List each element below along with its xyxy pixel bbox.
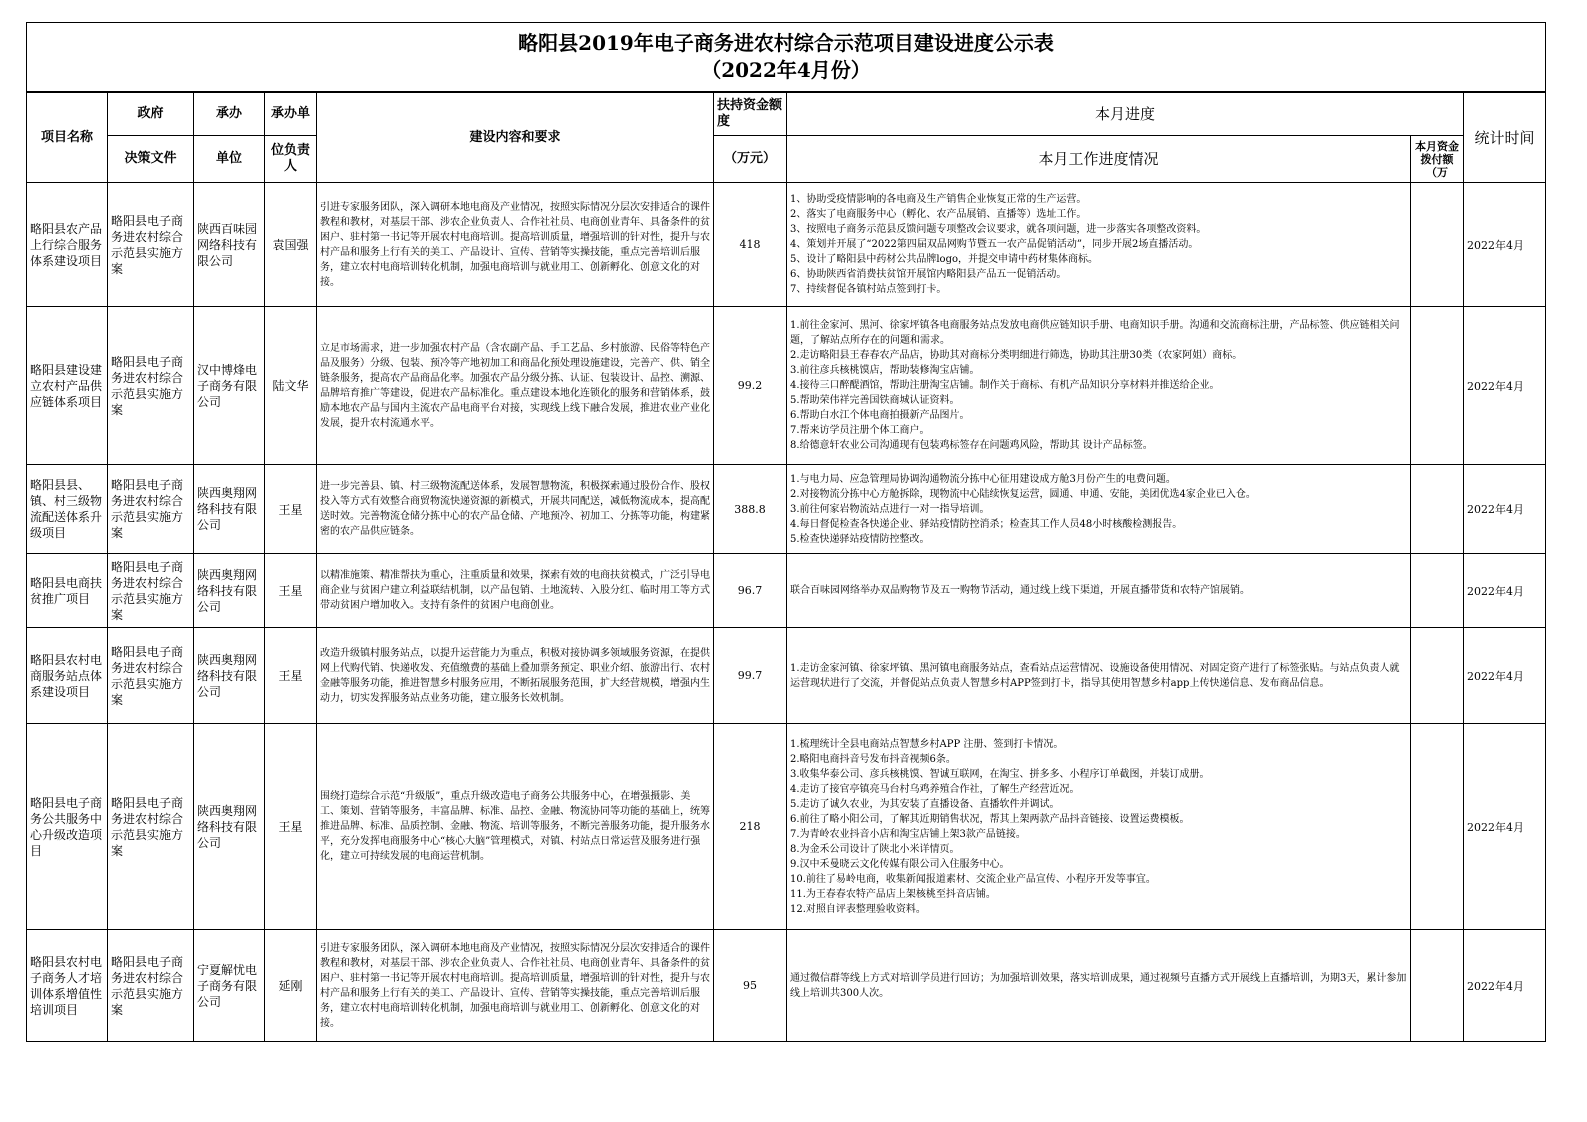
table-row (27, 628, 1546, 724)
stat-time-cell: 2022年4月 (1464, 554, 1546, 628)
progress-item: 9.汉中禾曼晓云文化传媒有限公司入住服务中心。 (790, 858, 1010, 870)
unit-cell: 陕西奥翔网络科技有限公司 (194, 554, 265, 628)
title-line1: 略阳县2019年电子商务进农村综合示范项目建设进度公示表 (518, 31, 1054, 55)
title-line2: （2022年4月份） (701, 58, 871, 82)
decision-doc-cell: 略阳县电子商务进农村综合示范县实施方案 (108, 307, 194, 465)
progress-cell (787, 930, 1411, 1042)
decision-doc-cell: 略阳县电子商务进农村综合示范县实施方案 (108, 465, 194, 554)
content-cell: 改造升级镇村服务站点，以提升运营能力为重点，积极对接协调多领域服务资源，在提供网上代购代销、快递收发、充值缴费的基础上叠加票务预定、职业介绍、旅游出行、农村金融等服务功能，推进智慧乡村服务应用，不断拓展服务范围，扩大经营规模，增强内生动力，切实发挥服务站点业务功能，建立服务长效机制。 (317, 628, 714, 724)
header-fund-bottom: （万元） (714, 136, 787, 183)
progress-item: 1.走访金家河镇、徐家坪镇、黑河镇电商服务站点，查看站点运营情况、设施设备使用情况、对固定资产进行了标签张贴。与站点负责人就运营现状进行了交流，并督促站点负责人智慧乡村APP签到打卡，指导其使用智慧乡村app上传快递信息、发布商品信息。 (790, 662, 1400, 689)
responsible-person-cell: 王星 (265, 628, 317, 724)
progress-item: 4.每日督促检查各快递企业、驿站疫情防控消杀；检查其工作人员48小时核酸检测报告。 (790, 518, 1183, 530)
progress-item: 5、设计了略阳县中药材公共品牌logo，并提交申请中药材集体商标。 (790, 254, 1099, 265)
fund-amount-cell: 418 (714, 183, 787, 307)
table-row (27, 465, 1546, 554)
stat-time-cell: 2022年4月 (1464, 465, 1546, 554)
unit-cell: 汉中博烽电子商务有限公司 (194, 307, 265, 465)
unit-cell: 宁夏解忧电子商务有限公司 (194, 930, 265, 1042)
stat-time-cell: 2022年4月 (1464, 183, 1546, 307)
progress-item: 5.帮助荣伟祥完善国铁商城认证资料。 (790, 395, 960, 406)
progress-item: 6、协助陕西省消费扶贫馆开展馆内略阳县产品五一促销活动。 (790, 269, 1067, 280)
project-name-cell: 略阳县电商扶贫推广项目 (27, 554, 108, 628)
content-cell: 以精准施策、精准帮扶为重心，注重质量和效果，探索有效的电商扶贫模式，广泛引导电商企业与贫困户建立利益联结机制，以产品包销、土地流转、入股分红、临时用工等方式带动贫困户增加收入。支持有条件的贫困户电商创业。 (317, 554, 714, 628)
progress-item: 7.为青岭农业抖音小店和淘宝店铺上架3款产品链接。 (790, 828, 1026, 840)
progress-item: 3、按照电子商务示范县反馈问题专项整改会议要求，就各项问题，进一步落实各项整改资料。 (790, 224, 1207, 235)
content-cell: 立足市场需求，进一步加强农村产品（含农副产品、手工艺品、乡村旅游、民俗等特色产品及服务）分级、包装、预冷等产地初加工和商品化预处理设施建设，完善产、供、销全链条服务，提高农产品商品化率。加强农产品分级分拣、认证、包装设计、品控、溯源、品牌培育推广等建设，促进农产品标准化。重点建设本地化连锁化的服务和营销体系，鼓励本地农产品与国内主流农产品电商平台对接，实现线上线下融合发展，推进农业产业化发展，提升农村流通水平。 (317, 307, 714, 465)
progress-item: 3.前往何家岩物流站点进行一对一指导培训。 (790, 503, 990, 515)
table-row (27, 307, 1546, 465)
progress-item: 3.前往彦兵核桃馍店，帮助装修淘宝店铺。 (790, 365, 980, 376)
table-row (27, 554, 1546, 628)
project-name-cell: 略阳县建设建立农村产品供应链体系项目 (27, 307, 108, 465)
project-name-cell: 略阳县电子商务公共服务中心升级改造项目 (27, 724, 108, 930)
allocated-amount-cell (1411, 724, 1464, 930)
progress-item: 8.给德意轩农业公司沟通现有包装鸡标签存在问题鸡风险，帮助其 设计产品标签。 (790, 440, 1153, 451)
decision-doc-cell: 略阳县电子商务进农村综合示范县实施方案 (108, 930, 194, 1042)
progress-item: 2、落实了电商服务中心（孵化、农产品展销、直播等）选址工作。 (790, 209, 1087, 220)
progress-item: 10.前往了易岭电商，收集新闻报道素材、交流企业产品宣传、小程序开发等事宜。 (790, 873, 1156, 885)
fund-amount-cell: 99.7 (714, 628, 787, 724)
progress-item: 1、协助受疫情影响的各电商及生产销售企业恢复正常的生产运营。 (790, 194, 1087, 205)
progress-item: 12.对照自评表整理验收资料。 (790, 903, 926, 915)
header-progress-top: 本月进度 (787, 92, 1464, 136)
table-title (27, 23, 1546, 93)
table-row (27, 724, 1546, 930)
header-allocated: 本月资金拨付额（万 (1411, 136, 1464, 183)
progress-cell (787, 465, 1411, 554)
header-unit-bottom: 单位 (194, 136, 265, 183)
unit-cell: 陕西奥翔网络科技有限公司 (194, 724, 265, 930)
header-stat-time: 统计时间 (1464, 92, 1546, 183)
header-gov-bottom: 决策文件 (108, 136, 194, 183)
table-body (27, 183, 1546, 1042)
header-fund-top: 扶持资金额度 (714, 92, 787, 136)
progress-item: 3.收集华泰公司、彦兵核桃馍、智诚互联网，在淘宝、拼多多、小程序订单截图，并装订成册。 (790, 768, 1210, 780)
progress-item: 7.帮来访学员注册个体工商户。 (790, 425, 930, 436)
progress-item: 4.走访了接官亭镇亮马台村乌鸡养殖合作社，了解生产经营近况。 (790, 783, 1080, 795)
fund-amount-cell: 95 (714, 930, 787, 1042)
progress-item: 6.前往了略小阳公司，了解其近期销售状况，帮其上架两款产品抖音链接、设置运费模板。 (790, 813, 1190, 825)
progress-cell (787, 628, 1411, 724)
header-project-name: 项目名称 (27, 92, 108, 183)
progress-item: 2.略阳电商抖音号发布抖音视频6条。 (790, 753, 956, 765)
decision-doc-cell: 略阳县电子商务进农村综合示范县实施方案 (108, 183, 194, 307)
progress-item: 1.前往金家河、黑河、徐家坪镇各电商服务站点发放电商供应链知识手册、电商知识手册。沟通和交流商标注册，产品标签、供应链相关问题，了解站点所存在的问题和需求。 (790, 320, 1400, 346)
fund-amount-cell: 218 (714, 724, 787, 930)
header-resp-top: 承办单 (265, 92, 317, 136)
unit-cell: 陕西奥翔网络科技有限公司 (194, 465, 265, 554)
content-cell: 引进专家服务团队，深入调研本地电商及产业情况，按照实际情况分层次安排适合的课件教程和教材，对基层干部、涉农企业负责人、合作社社员、电商创业青年、具备条件的贫困户、驻村第一书记等开展农村电商培训。提高培训质量，增强培训的针对性，提升与农村产品和服务上行有关的美工、产品设计、宣传、营销等实操技能，重点完善培训后服务，建立农村电商培训转化机制，加强电商培训与就业用工、创新孵化、创意文化的对接。 (317, 183, 714, 307)
allocated-amount-cell (1411, 930, 1464, 1042)
allocated-amount-cell (1411, 628, 1464, 724)
content-cell: 引进专家服务团队，深入调研本地电商及产业情况，按照实际情况分层次安排适合的课件教程和教材，对基层干部、涉农企业负责人、合作社社员、电商创业青年、具备条件的贫困户、驻村第一书记等开展农村电商培训。提高培训质量，增强培训的针对性，提升与农村产品和服务上行有关的美工、产品设计、宣传、营销等实操技能，重点完善培训后服务，建立农村电商培训转化机制，加强电商培训与就业用工、创新孵化、创意文化的对接。 (317, 930, 714, 1042)
progress-item: 联合百味园网络举办双品购物节及五一购物节活动，通过线上线下渠道，开展直播带货和农特产馆展销。 (790, 585, 1250, 596)
progress-cell (787, 554, 1411, 628)
progress-item: 通过微信群等线上方式对培训学员进行回访；为加强培训效果，落实培训成果，通过视频号直播方式开展线上直播培训，为期3天，累计参加线上培训共300人次。 (790, 972, 1407, 999)
content-cell: 进一步完善县、镇、村三级物流配送体系，发展智慧物流，积极探索通过股份合作、股权投入等方式有效整合商贸物流快递资源的新模式，开展共同配送，减低物流成本，提高配送时效。完善物流仓储分拣中心的农产品仓储、产地预冷、初加工、分拣等功能，构建紧密的农产品供应链条。 (317, 465, 714, 554)
progress-item: 6.帮助白水江个体电商拍摄新产品图片。 (790, 410, 970, 421)
progress-item: 8.为金禾公司设计了陕北小米详情页。 (790, 843, 960, 855)
progress-item: 4.接待三口醉醍酒馆，帮助注册淘宝店铺。制作关于商标、有机产品知识分享材料并推送给企业。 (790, 380, 1220, 391)
progress-item: 1.与电力局、应急管理局协调沟通物流分拣中心征用建设成方舱3月份产生的电费问题。 (790, 473, 1176, 485)
progress-item: 4、策划并开展了“2022第四届双品网购节暨五一农产品促销活动”，同步开展2场直播活动。 (790, 239, 1199, 250)
progress-sheet (26, 22, 1545, 1042)
responsible-person-cell: 袁国强 (265, 183, 317, 307)
header-unit-top: 承办 (194, 92, 265, 136)
stat-time-cell: 2022年4月 (1464, 724, 1546, 930)
stat-time-cell: 2022年4月 (1464, 628, 1546, 724)
fund-amount-cell: 388.8 (714, 465, 787, 554)
allocated-amount-cell (1411, 307, 1464, 465)
unit-cell: 陕西百味园网络科技有限公司 (194, 183, 265, 307)
header-resp-bottom: 位负责人 (265, 136, 317, 183)
unit-cell: 陕西奥翔网络科技有限公司 (194, 628, 265, 724)
fund-amount-cell: 99.2 (714, 307, 787, 465)
allocated-amount-cell (1411, 554, 1464, 628)
content-cell: 围绕打造综合示范“升级版”，重点升级改造电子商务公共服务中心，在增强摄影、美工、策划、营销等服务，丰富品牌、标准、品控、金融、物流协同等功能的基础上，统筹推进品牌、标准、品质控制、金融、物流、培训等服务，不断完善服务功能，提升服务水平，充分发挥电商服务中心“核心大脑”管理模式，对镇、村站点日常运营及服务进行强化，建立可持续发展的电商运营机制。 (317, 724, 714, 930)
allocated-amount-cell (1411, 183, 1464, 307)
table-row (27, 930, 1546, 1042)
progress-item: 2.走访略阳县王春春农产品店，协助其对商标分类明细进行筛选，协助其注册30类（农家阿姐）商标。 (790, 350, 1243, 361)
project-name-cell: 略阳县县、镇、村三级物流配送体系升级项目 (27, 465, 108, 554)
decision-doc-cell: 略阳县电子商务进农村综合示范县实施方案 (108, 554, 194, 628)
progress-cell (787, 724, 1411, 930)
responsible-person-cell: 王星 (265, 554, 317, 628)
progress-item: 1.梳理统计全县电商站点智慧乡村APP 注册、签到打卡情况。 (790, 738, 1064, 750)
progress-item: 7、持续督促各镇村站点签到打卡。 (790, 284, 947, 295)
decision-doc-cell: 略阳县电子商务进农村综合示范县实施方案 (108, 628, 194, 724)
responsible-person-cell: 王星 (265, 724, 317, 930)
project-name-cell: 略阳县农村电商服务站点体系建设项目 (27, 628, 108, 724)
decision-doc-cell: 略阳县电子商务进农村综合示范县实施方案 (108, 724, 194, 930)
progress-table (26, 22, 1546, 1042)
table-row (27, 183, 1546, 307)
progress-cell (787, 307, 1411, 465)
progress-item: 5.走访了诚久农业，为其安装了直播设备、直播软件并调试。 (790, 798, 1060, 810)
responsible-person-cell: 王星 (265, 465, 317, 554)
allocated-amount-cell (1411, 465, 1464, 554)
progress-item: 2.对接物流分拣中心方舱拆除，现物流中心陆续恢复运营，圆通、申通、安能，美团优选4家企业已入仓。 (790, 488, 1256, 500)
progress-item: 5.检查快递驿站疫情防控整改。 (790, 533, 930, 545)
stat-time-cell: 2022年4月 (1464, 930, 1546, 1042)
project-name-cell: 略阳县农村电子商务人才培训体系增值性培训项目 (27, 930, 108, 1042)
header-content: 建设内容和要求 (317, 92, 714, 183)
responsible-person-cell: 陆文华 (265, 307, 317, 465)
responsible-person-cell: 延刚 (265, 930, 317, 1042)
header-gov-top: 政府 (108, 92, 194, 136)
header-progress-bottom: 本月工作进度情况 (787, 136, 1411, 183)
stat-time-cell: 2022年4月 (1464, 307, 1546, 465)
progress-cell (787, 183, 1411, 307)
fund-amount-cell: 96.7 (714, 554, 787, 628)
project-name-cell: 略阳县农产品上行综合服务体系建设项目 (27, 183, 108, 307)
progress-item: 11.为王春春农特产品店上架核桃至抖音店铺。 (790, 888, 996, 900)
